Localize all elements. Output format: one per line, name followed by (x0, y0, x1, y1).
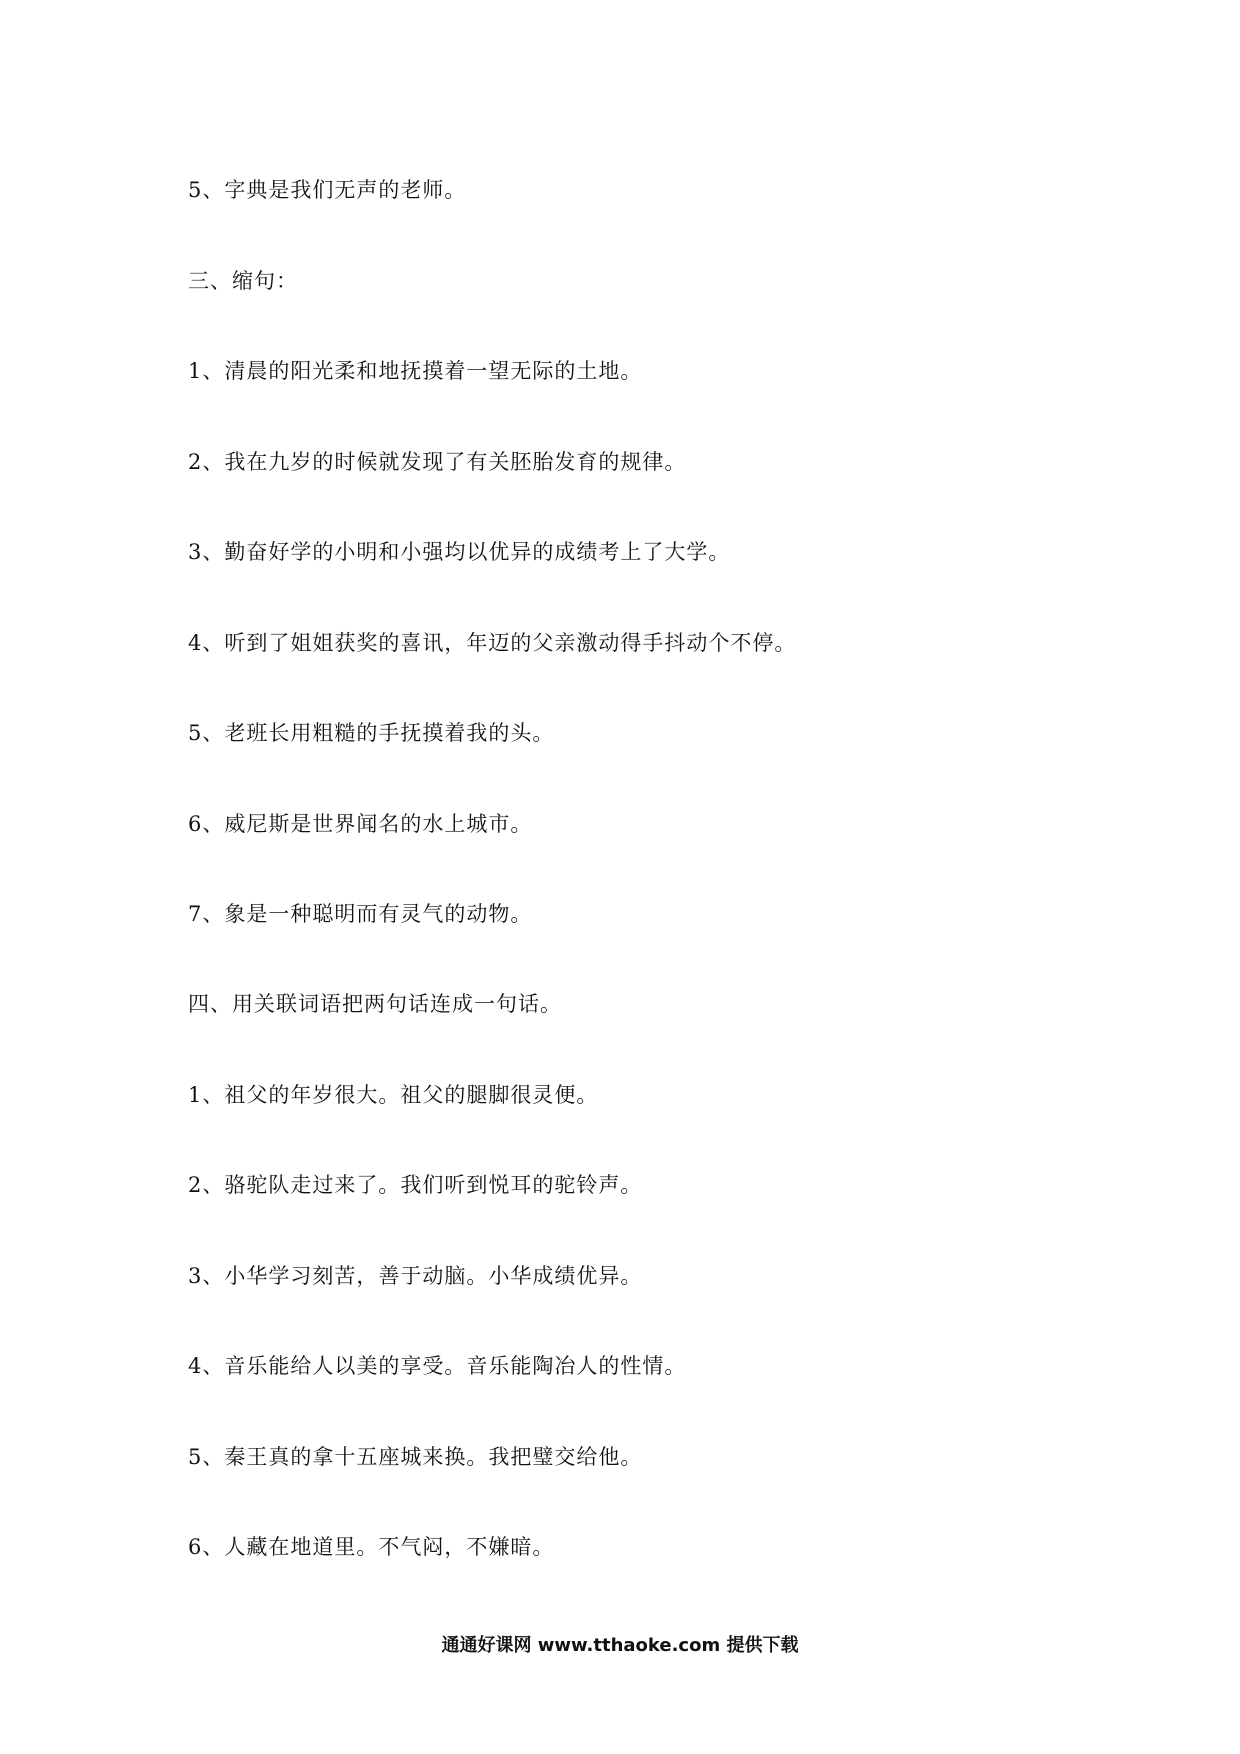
exercise-item: 2、骆驼队走过来了。我们听到悦耳的驼铃声。 (188, 1173, 643, 1197)
exercise-item: 5、秦王真的拿十五座城来换。我把璧交给他。 (188, 1445, 643, 1469)
exercise-item: 5、老班长用粗糙的手抚摸着我的头。 (188, 721, 555, 745)
section-heading: 三、缩句： (188, 269, 298, 293)
exercise-item: 4、听到了姐姐获奖的喜讯，年迈的父亲激动得手抖动个不停。 (188, 631, 797, 655)
exercise-item: 1、清晨的阳光柔和地抚摸着一望无际的土地。 (188, 359, 643, 383)
exercise-item: 7、象是一种聪明而有灵气的动物。 (188, 902, 533, 926)
section-heading: 四、用关联词语把两句话连成一句话。 (188, 992, 562, 1016)
exercise-item: 3、勤奋好学的小明和小强均以优异的成绩考上了大学。 (188, 540, 731, 564)
exercise-item: 1、祖父的年岁很大。祖父的腿脚很灵便。 (188, 1083, 599, 1107)
exercise-item: 3、小华学习刻苦，善于动脑。小华成绩优异。 (188, 1264, 643, 1288)
exercise-item: 6、威尼斯是世界闻名的水上城市。 (188, 812, 533, 836)
exercise-item: 5、字典是我们无声的老师。 (188, 178, 467, 202)
exercise-item: 6、人藏在地道里。不气闷，不嫌暗。 (188, 1535, 555, 1559)
download-source-footer: 通通好课网 www.tthaoke.com 提供下载 (441, 1635, 799, 1656)
exercise-item: 4、音乐能给人以美的享受。音乐能陶冶人的性情。 (188, 1354, 687, 1378)
exercise-item: 2、我在九岁的时候就发现了有关胚胎发育的规律。 (188, 450, 687, 474)
